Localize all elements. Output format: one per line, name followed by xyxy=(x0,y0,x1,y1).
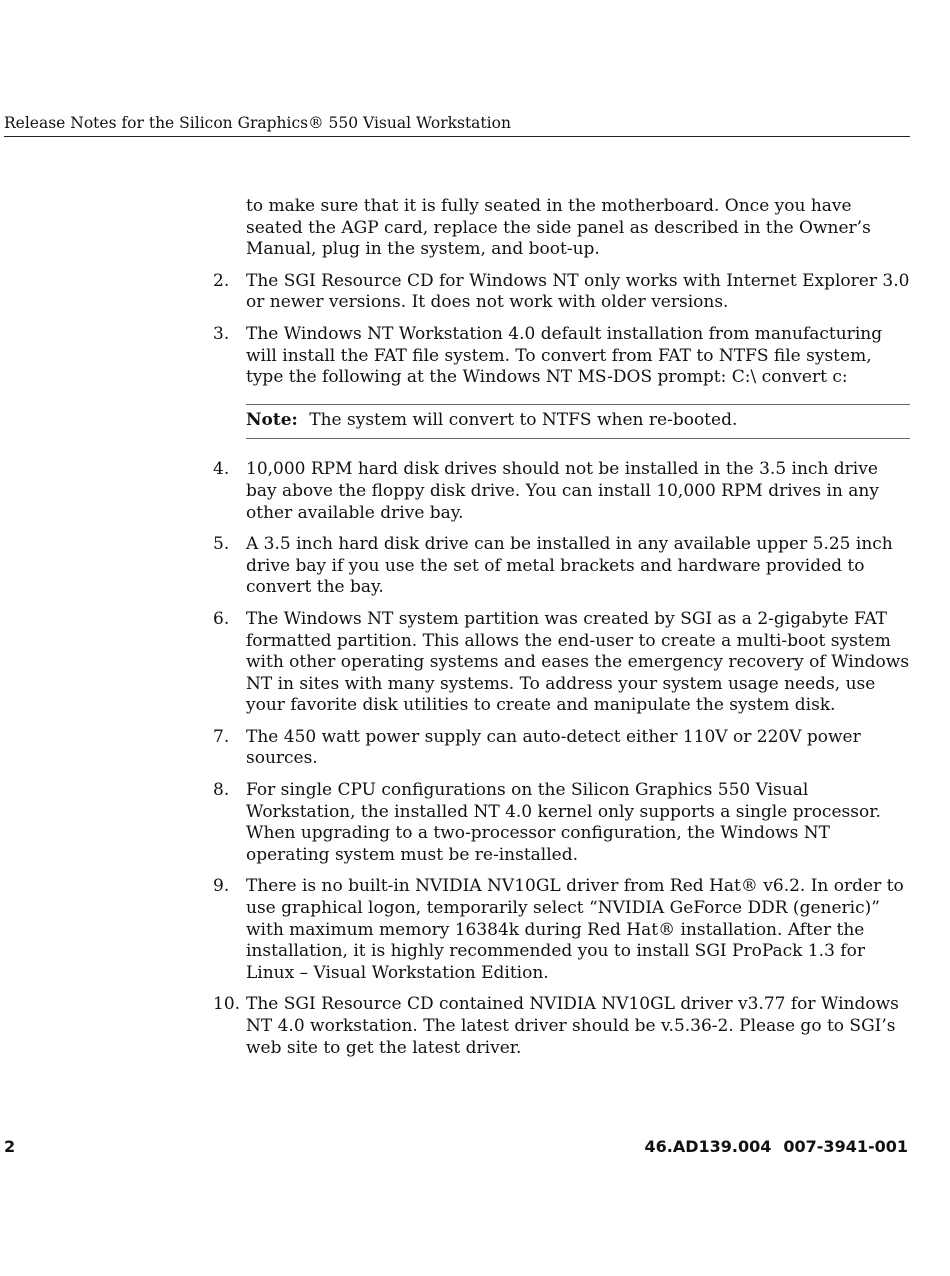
list-item-9 xyxy=(213,876,910,984)
item-text: The Windows NT Workstation 4.0 default installation from manufacturing will install the FAT file system. To convert from FAT to NTFS file system, type the following at the Windows NT MS-DOS prompt: C:\ convert c: xyxy=(246,323,883,388)
item-number: 9. xyxy=(213,876,230,897)
list-item-6 xyxy=(213,609,910,717)
item-number: 4. xyxy=(213,459,230,480)
note-label: Note: xyxy=(246,409,298,430)
doc-id: 46.AD139.004 xyxy=(644,1137,772,1156)
list-item-5 xyxy=(213,534,910,599)
item-text: For single CPU configurations on the Silicon Graphics 550 Visual Workstation, the installed NT 4.0 kernel only supports a single processor. When upgrading to a two-processor configuration, the Windows NT operating system must be re-installed. xyxy=(246,780,881,865)
item-number: 6. xyxy=(213,608,230,629)
item-number: 8. xyxy=(213,780,230,801)
part-number: 007-3941-001 xyxy=(783,1137,908,1156)
list-item-10 xyxy=(213,994,910,1059)
item-text: There is no built-in NVIDIA NV10GL driver from Red Hat® v6.2. In order to use graphical logon, temporarily select “NVIDIA GeForce DDR (generic)” with maximum memory 16384k during Red Hat® installation. After the installation, it is highly recommended you to install SGI ProPack 1.3 for Linux – Visual Workstation Edition. xyxy=(246,876,904,983)
item-number: 2. xyxy=(213,270,230,291)
item-number: 3. xyxy=(213,323,230,344)
item-number: 10. xyxy=(213,994,241,1015)
item-text: The SGI Resource CD for Windows NT only works with Internet Explorer 3.0 or newer versions. It does not work with older versions. xyxy=(246,270,910,313)
item-number: 7. xyxy=(213,726,230,747)
running-head: Release Notes for the Silicon Graphics® 550 Visual Workstation xyxy=(4,114,511,132)
list-item-4 xyxy=(213,459,910,524)
document-number xyxy=(645,1137,909,1156)
item-text: The SGI Resource CD contained NVIDIA NV10GL driver v3.77 for Windows NT 4.0 workstation. The latest driver should be v.5.36-2. Please go to SGI’s web site to get the latest driver. xyxy=(246,994,899,1058)
item-number: 5. xyxy=(213,534,230,555)
note-box xyxy=(246,404,910,440)
list-item-7 xyxy=(213,727,910,770)
list-item-8 xyxy=(213,780,910,866)
page-body xyxy=(213,196,910,1069)
list-item-2 xyxy=(213,271,910,314)
page-number: 2 xyxy=(4,1137,16,1156)
continuation-paragraph: to make sure that it is fully seated in the motherboard. Once you have seated the AGP card, replace the side panel as described in the Owner’s Manual, plug in the system, and boot-up. xyxy=(246,196,871,260)
list-item-3 xyxy=(213,324,910,389)
item-text: A 3.5 inch hard disk drive can be installed in any available upper 5.25 inch drive bay if you use the set of metal brackets and hardware provided to convert the bay. xyxy=(246,534,893,598)
header-rule xyxy=(4,136,910,137)
note-text: The system will convert to NTFS when re-booted. xyxy=(309,409,738,430)
item-text: The Windows NT system partition was created by SGI as a 2-gigabyte FAT formatted partition. This allows the end-user to create a multi-boot system with other operating systems and eases the emergency recovery of Windows NT in sites with many systems. To address your system usage needs, use your favorite disk utilities to create and manipulate the system disk. xyxy=(246,608,910,716)
item-text: 10,000 RPM hard disk drives should not be installed in the 3.5 inch drive bay above the floppy disk drive. You can install 10,000 RPM drives in any other available drive bay. xyxy=(246,459,879,523)
item-text: The 450 watt power supply can auto-detect either 110V or 220V power sources. xyxy=(246,726,861,769)
